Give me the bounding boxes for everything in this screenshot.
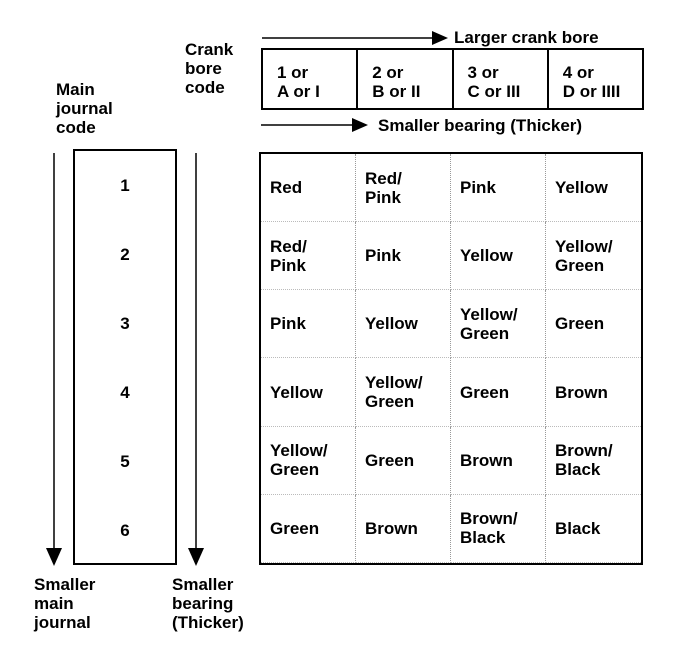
grid-cell-text: Red/ Pink: [270, 236, 307, 275]
grid-cell: [451, 495, 546, 563]
bore-code-header-table: [261, 48, 644, 110]
bore-code-3: 3 or C or III: [454, 50, 549, 108]
grid-cell-text: Brown/ Black: [460, 509, 518, 548]
bore-code-4: 4 or D or IIII: [562, 63, 621, 101]
grid-cell: [546, 358, 641, 426]
grid-cell-text: Yellow: [555, 178, 608, 198]
grid-cell-text: Red/ Pink: [365, 168, 402, 207]
journal-code-1: 1: [120, 175, 130, 195]
journal-code-column: [73, 149, 177, 565]
grid-cell: [356, 222, 451, 290]
grid-cell-text: Pink: [365, 246, 401, 266]
bore-code-2: 2 or B or II: [358, 50, 453, 108]
smaller-bearing-bottom-label: Smaller bearing (Thicker): [172, 575, 244, 632]
journal-code-4: 4: [120, 382, 130, 402]
grid-cell: [356, 495, 451, 563]
grid-cell: [546, 495, 641, 563]
smaller-bearing-top-label: Smaller bearing (Thicker): [378, 116, 583, 135]
grid-cell-text: Green: [270, 518, 320, 538]
main-journal-code-label: Main journal code: [56, 80, 113, 137]
bore-code-1: 1 or A or I: [263, 50, 358, 108]
grid-cell: [261, 495, 356, 563]
grid-cell-text: Yellow/ Green: [365, 373, 423, 412]
grid-cell-text: Black: [555, 518, 601, 538]
grid-cell: [451, 290, 546, 358]
grid-cell-text: Green: [460, 382, 510, 402]
grid-cell-text: Green: [555, 314, 605, 334]
bearing-color-grid: [259, 152, 643, 565]
grid-cell: [261, 154, 356, 222]
grid-cell-text: Brown/ Black: [555, 441, 613, 480]
grid-cell: [451, 427, 546, 495]
crank-bore-code-label: Crank bore code: [185, 40, 234, 97]
grid-cell: [451, 154, 546, 222]
grid-cell: [261, 290, 356, 358]
grid-cell-text: Pink: [270, 314, 306, 334]
journal-code-3: 3: [120, 313, 130, 333]
grid-cell: [546, 290, 641, 358]
smaller-bearing-bottom-arrowhead: [188, 548, 204, 566]
grid-cell: [546, 427, 641, 495]
smaller-main-journal-arrowhead: [46, 548, 62, 566]
journal-code-2: 2: [120, 244, 130, 264]
grid-cell-text: Yellow/ Green: [270, 441, 328, 480]
journal-code-5: 5: [120, 451, 130, 471]
grid-cell-text: Pink: [460, 178, 496, 198]
grid-cell-text: Yellow/ Green: [460, 304, 518, 343]
grid-cell-text: Yellow/ Green: [555, 236, 613, 275]
grid-cell-text: Brown: [365, 518, 418, 538]
grid-cell-text: Green: [365, 450, 415, 470]
larger-crank-bore-label: Larger crank bore: [454, 28, 599, 47]
grid-cell-text: Brown: [555, 382, 608, 402]
grid-cell: [356, 358, 451, 426]
grid-cell: [546, 222, 641, 290]
grid-cell-text: Yellow: [460, 246, 513, 266]
journal-code-6: 6: [120, 520, 130, 540]
smaller-bearing-top-arrowhead: [352, 118, 368, 132]
grid-cell-text: Red: [270, 178, 303, 198]
grid-cell: [451, 222, 546, 290]
grid-cell-text: Yellow: [365, 314, 418, 334]
grid-cell: [356, 154, 451, 222]
grid-cell: [451, 358, 546, 426]
grid-cell-text: Brown: [460, 450, 513, 470]
grid-cell: [356, 290, 451, 358]
grid-cell: [546, 154, 641, 222]
grid-cell: [261, 358, 356, 426]
grid-cell-text: Yellow: [270, 382, 323, 402]
larger-crank-bore-arrowhead: [432, 31, 448, 45]
smaller-main-journal-label: Smaller main journal: [34, 575, 96, 632]
grid-cell: [261, 427, 356, 495]
grid-cell: [356, 427, 451, 495]
grid-cell: [261, 222, 356, 290]
